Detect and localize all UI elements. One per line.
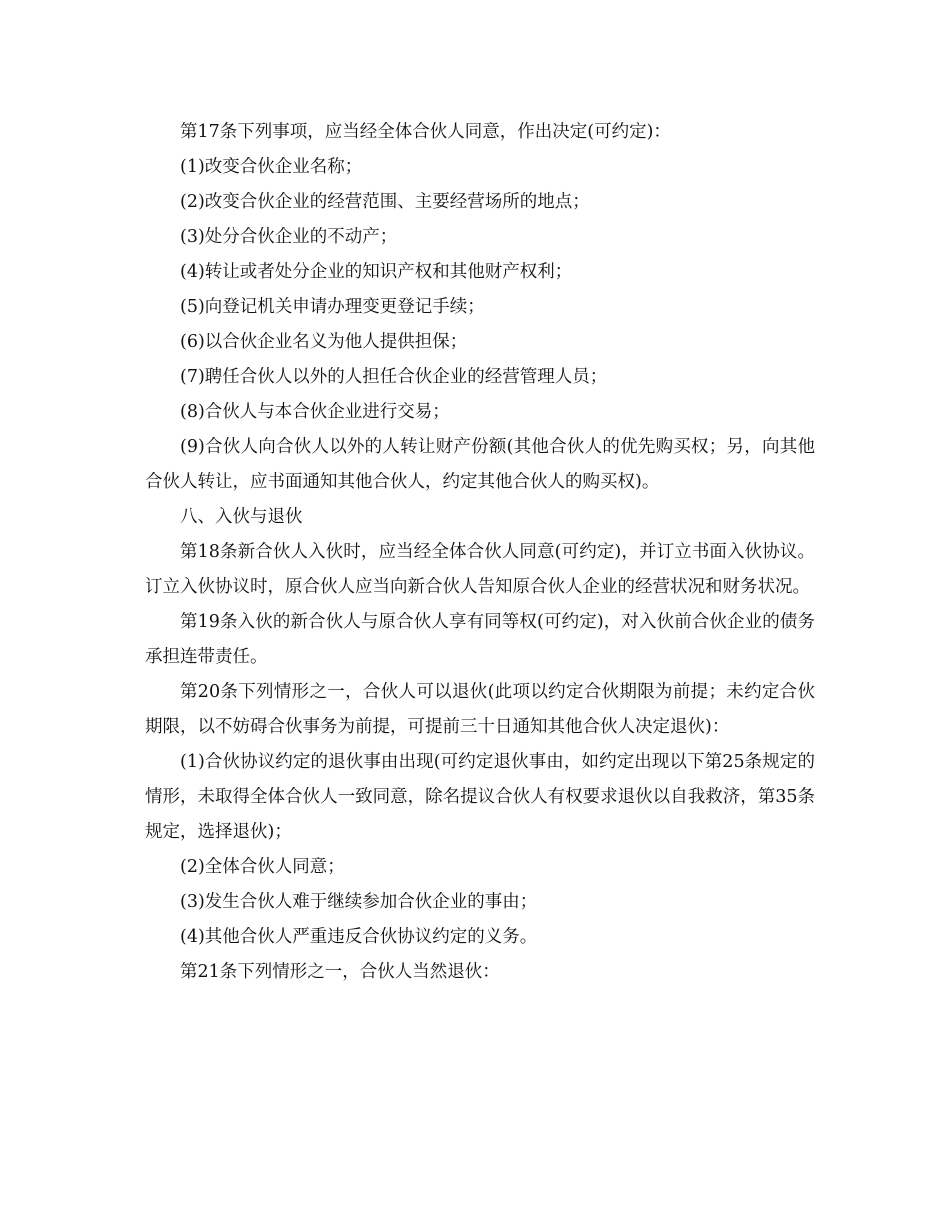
section-heading-8: 八、入伙与退伙 [180,507,303,527]
article-17-item-1: (1)改变合伙企业名称； [180,157,363,177]
article-20-item-4: (4)其他合伙人严重违反合伙协议约定的义务。 [180,927,538,947]
article-17-item-8: (8)合伙人与本合伙企业进行交易； [180,402,450,422]
article-20-item-1: (1)合伙协议约定的退伙事由出现(可约定退伙事由，如约定出现以下第25条规定的情形，未取得全体合伙人一致同意，除名提议合伙人有权要求退伙以自我救济，第35条规定，选择退伙)； [145,752,815,842]
article-17-item-9: (9)合伙人向合伙人以外的人转让财产份额(其他合伙人的优先购买权；另，向其他合伙人转让，应书面通知其他合伙人，约定其他合伙人的购买权)。 [145,437,815,492]
article-21-intro: 第21条下列情形之一，合伙人当然退伙： [180,962,500,982]
article-17-item-6: (6)以合伙企业名义为他人提供担保； [180,332,468,352]
article-17-item-7: (7)聘任合伙人以外的人担任合伙企业的经营管理人员； [180,367,608,387]
article-17-intro: 第17条下列事项，应当经全体合伙人同意，作出决定(可约定)： [180,122,671,142]
article-17-item-5: (5)向登记机关申请办理变更登记手续； [180,297,485,317]
document-body [145,115,815,990]
article-17-item-4: (4)转让或者处分企业的知识产权和其他财产权利； [180,262,573,282]
article-19: 第19条入伙的新合伙人与原合伙人享有同等权(可约定)，对入伙前合伙企业的债务承担连带责任。 [145,612,815,667]
article-20-item-3: (3)发生合伙人难于继续参加合伙企业的事由； [180,892,538,912]
article-17-item-2: (2)改变合伙企业的经营范围、主要经营场所的地点； [180,192,590,212]
article-20-item-2: (2)全体合伙人同意； [180,857,345,877]
article-20-intro: 第20条下列情形之一，合伙人可以退伙(此项以约定合伙期限为前提；未约定合伙期限，以不妨碍合伙事务为前提，可提前三十日通知其他合伙人决定退伙)： [145,682,815,737]
article-18: 第18条新合伙人入伙时，应当经全体合伙人同意(可约定)，并订立书面入伙协议。订立入伙协议时，原合伙人应当向新合伙人告知原合伙人企业的经营状况和财务状况。 [145,542,815,597]
article-17-item-3: (3)处分合伙企业的不动产； [180,227,398,247]
